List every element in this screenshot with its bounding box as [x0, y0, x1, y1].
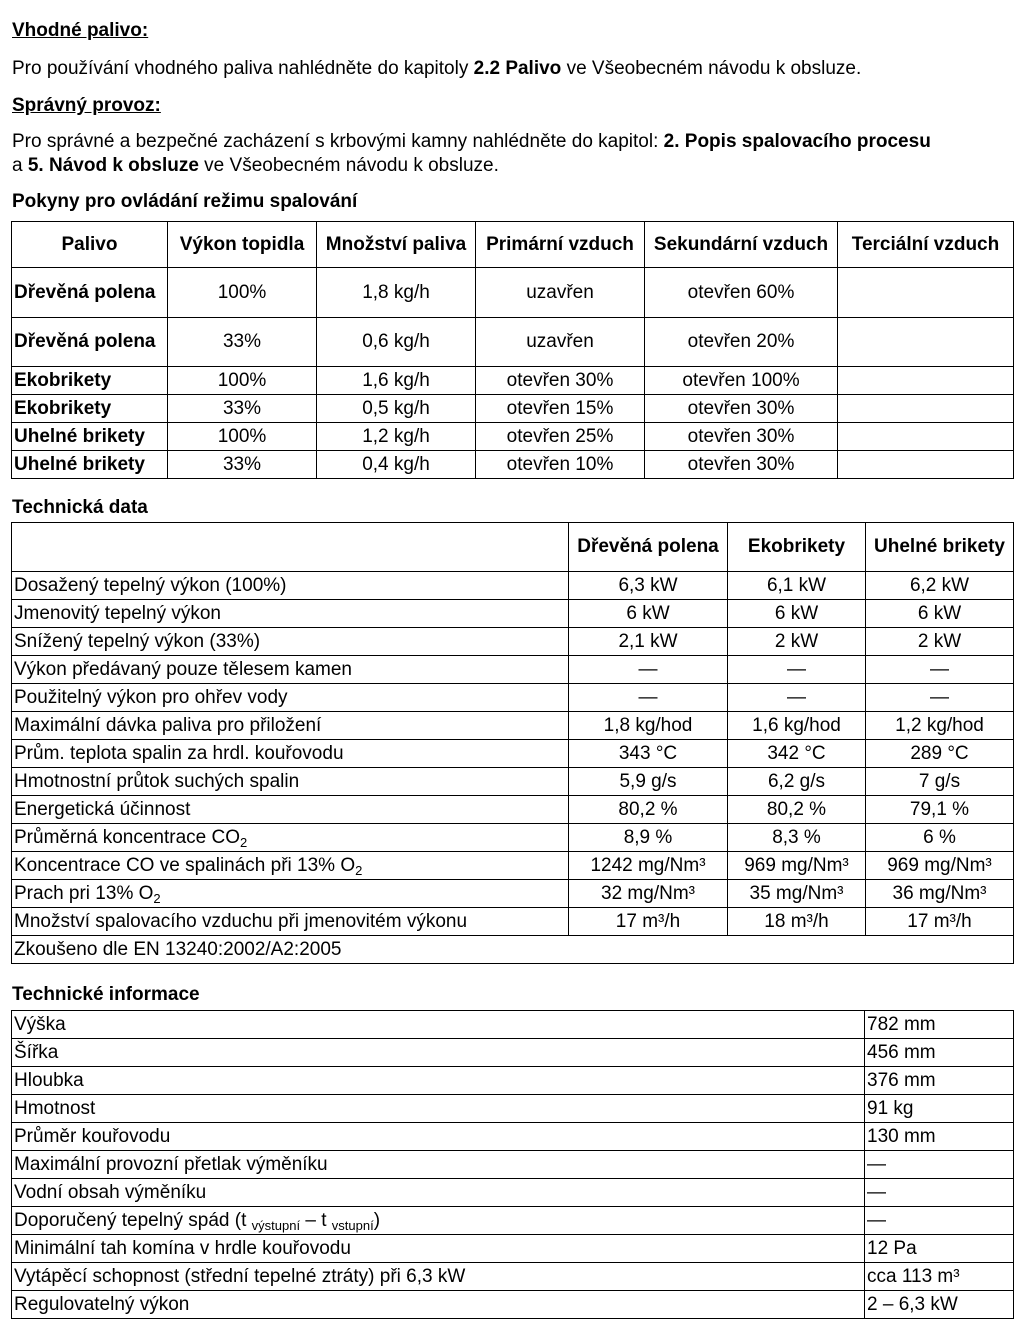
header-fuel: Palivo — [12, 222, 168, 268]
value-cell: 35 mg/Nm³ — [728, 880, 866, 908]
table-row — [12, 1235, 1014, 1263]
amount-cell: 0,5 kg/h — [317, 395, 476, 423]
value-cell: 36 mg/Nm³ — [866, 880, 1014, 908]
value-cell: 79,1 % — [866, 796, 1014, 824]
secondary-cell: otevřen 60% — [645, 268, 838, 318]
fuel-cell: Uhelné brikety — [12, 451, 168, 479]
tertiary-cell — [838, 423, 1014, 451]
tertiary-cell — [838, 367, 1014, 395]
amount-cell: 1,6 kg/h — [317, 367, 476, 395]
value-cell: 342 °C — [728, 740, 866, 768]
value-cell: 2 kW — [866, 628, 1014, 656]
operation-bold-1: 2. Popis spalovacího procesu — [663, 131, 931, 152]
row-label: Výkon předávaný pouze tělesem kamen — [12, 656, 569, 684]
footnote-row — [12, 936, 1014, 964]
row-label: Použitelný výkon pro ohřev vody — [12, 684, 569, 712]
table-row — [12, 1207, 1014, 1235]
fuel-cell: Dřevěná polena — [12, 268, 168, 318]
fuel-cell: Dřevěná polena — [12, 318, 168, 367]
value-cell: 6 kW — [866, 600, 1014, 628]
primary-cell: otevřen 30% — [476, 367, 645, 395]
value-cell: 17 m³/h — [569, 908, 728, 936]
header-empty — [12, 523, 569, 572]
info-label: Hmotnost — [12, 1095, 865, 1123]
value-cell: 2 kW — [728, 628, 866, 656]
value-cell: 6 kW — [569, 600, 728, 628]
operation-heading: Správný provoz: — [12, 95, 161, 116]
row-label: Energetická účinnost — [12, 796, 569, 824]
value-cell: 289 °C — [866, 740, 1014, 768]
output-cell: 100% — [168, 268, 317, 318]
value-cell: — — [728, 656, 866, 684]
table-row — [12, 1011, 1014, 1039]
output-cell: 33% — [168, 318, 317, 367]
value-cell: — — [866, 684, 1014, 712]
value-cell: 969 mg/Nm³ — [728, 852, 866, 880]
table-row — [12, 1095, 1014, 1123]
value-cell: — — [569, 656, 728, 684]
row-label-sub: 2 — [355, 862, 363, 878]
amount-cell: 1,2 kg/h — [317, 423, 476, 451]
row-label: Množství spalovacího vzduchu při jmenovitém výkonu — [12, 908, 569, 936]
header-primary-air: Primární vzduch — [476, 222, 645, 268]
table-row — [12, 740, 1014, 768]
value-cell: 8,3 % — [728, 824, 866, 852]
tertiary-cell — [838, 395, 1014, 423]
technical-info-title: Technické informace — [12, 984, 200, 1005]
table-row — [12, 1067, 1014, 1095]
value-cell: 17 m³/h — [866, 908, 1014, 936]
info-sub-input: vstupní — [331, 1217, 374, 1233]
value-cell: 6 % — [866, 824, 1014, 852]
info-value: 12 Pa — [865, 1235, 1014, 1263]
info-label-end: ) — [373, 1209, 381, 1231]
row-label: Jmenovitý tepelný výkon — [12, 600, 569, 628]
header-fuel-amount: Množství paliva — [317, 222, 476, 268]
value-cell: 1242 mg/Nm³ — [569, 852, 728, 880]
header-wood: Dřevěná polena — [569, 523, 728, 572]
table-row — [12, 712, 1014, 740]
value-cell: 80,2 % — [569, 796, 728, 824]
fuel-heading: Vhodné palivo: — [12, 20, 149, 41]
table-row — [12, 318, 1014, 367]
value-cell: 80,2 % — [728, 796, 866, 824]
output-cell: 100% — [168, 367, 317, 395]
combustion-header-row — [12, 222, 1014, 268]
table-row — [12, 796, 1014, 824]
table-row — [12, 367, 1014, 395]
value-cell: 1,8 kg/hod — [569, 712, 728, 740]
info-value: 2 – 6,3 kW — [865, 1291, 1014, 1319]
primary-cell: otevřen 25% — [476, 423, 645, 451]
value-cell: — — [866, 656, 1014, 684]
fuel-cell: Uhelné brikety — [12, 423, 168, 451]
value-cell: 18 m³/h — [728, 908, 866, 936]
header-secondary-air: Sekundární vzduch — [645, 222, 838, 268]
value-cell: 32 mg/Nm³ — [569, 880, 728, 908]
secondary-cell: otevřen 30% — [645, 451, 838, 479]
operation-text-2: a — [12, 155, 28, 176]
value-cell: 343 °C — [569, 740, 728, 768]
technical-info-table — [11, 1010, 1014, 1319]
table-row — [12, 600, 1014, 628]
table-row — [12, 908, 1014, 936]
amount-cell: 0,4 kg/h — [317, 451, 476, 479]
fuel-text-bold: 2.2 Palivo — [473, 58, 562, 79]
info-label: Hloubka — [12, 1067, 865, 1095]
table-row — [12, 684, 1014, 712]
table-row — [12, 423, 1014, 451]
row-label: Hmotnostní průtok suchých spalin — [12, 768, 569, 796]
info-label: Průměr kouřovodu — [12, 1123, 865, 1151]
combustion-table — [11, 221, 1014, 479]
value-cell: 5,9 g/s — [569, 768, 728, 796]
operation-paragraph — [12, 130, 1022, 178]
tertiary-cell — [838, 451, 1014, 479]
secondary-cell: otevřen 20% — [645, 318, 838, 367]
row-label: Prům. teplota spalin za hrdl. kouřovodu — [12, 740, 569, 768]
primary-cell: otevřen 15% — [476, 395, 645, 423]
amount-cell: 0,6 kg/h — [317, 318, 476, 367]
info-value: 782 mm — [865, 1011, 1014, 1039]
table-row — [12, 1039, 1014, 1067]
value-cell: 7 g/s — [866, 768, 1014, 796]
value-cell: — — [569, 684, 728, 712]
technical-data-table — [11, 522, 1014, 964]
row-label-sub: 2 — [153, 890, 161, 906]
value-cell: 8,9 % — [569, 824, 728, 852]
value-cell: 1,6 kg/hod — [728, 712, 866, 740]
table-row — [12, 768, 1014, 796]
row-label-text: Prach pri 13% O — [14, 882, 154, 904]
operation-text-1: Pro správné a bezpečné zacházení s krbovými kamny nahlédněte do kapitol: — [12, 131, 664, 152]
output-cell: 33% — [168, 395, 317, 423]
fuel-cell: Ekobrikety — [12, 395, 168, 423]
value-cell: 969 mg/Nm³ — [866, 852, 1014, 880]
secondary-cell: otevřen 30% — [645, 395, 838, 423]
info-value: — — [865, 1207, 1014, 1235]
row-label — [12, 824, 569, 852]
table-row — [12, 628, 1014, 656]
value-cell: 2,1 kW — [569, 628, 728, 656]
output-cell: 100% — [168, 423, 317, 451]
table-row — [12, 880, 1014, 908]
row-label — [12, 880, 569, 908]
info-value: 376 mm — [865, 1067, 1014, 1095]
info-value: 130 mm — [865, 1123, 1014, 1151]
row-label: Dosažený tepelný výkon (100%) — [12, 572, 569, 600]
header-coal-briquettes: Uhelné brikety — [866, 523, 1014, 572]
table-row — [12, 1263, 1014, 1291]
primary-cell: uzavřen — [476, 268, 645, 318]
fuel-text-before: Pro používání vhodného paliva nahlédněte do kapitoly — [12, 58, 474, 79]
table-row — [12, 451, 1014, 479]
tertiary-cell — [838, 268, 1014, 318]
primary-cell: otevřen 10% — [476, 451, 645, 479]
table-row — [12, 572, 1014, 600]
value-cell: 6 kW — [728, 600, 866, 628]
header-ecobriquettes: Ekobrikety — [728, 523, 866, 572]
value-cell: 6,2 kW — [866, 572, 1014, 600]
info-label: Regulovatelný výkon — [12, 1291, 865, 1319]
value-cell: 6,2 g/s — [728, 768, 866, 796]
info-label: Maximální provozní přetlak výměníku — [12, 1151, 865, 1179]
table-row — [12, 1179, 1014, 1207]
row-label: Snížený tepelný výkon (33%) — [12, 628, 569, 656]
value-cell: — — [728, 684, 866, 712]
test-standard-note: Zkoušeno dle EN 13240:2002/A2:2005 — [12, 936, 1014, 964]
info-label: Vytápěcí schopnost (střední tepelné ztráty) při 6,3 kW — [12, 1263, 865, 1291]
info-label-text: Doporučený tepelný spád (t — [14, 1209, 247, 1231]
header-output: Výkon topidla — [168, 222, 317, 268]
value-cell: 1,2 kg/hod — [866, 712, 1014, 740]
info-label: Výška — [12, 1011, 865, 1039]
header-tertiary-air: Terciální vzduch — [838, 222, 1014, 268]
info-label-mid: – t — [300, 1209, 327, 1231]
info-label: Minimální tah komína v hrdle kouřovodu — [12, 1235, 865, 1263]
table-row — [12, 1291, 1014, 1319]
technical-data-title: Technická data — [12, 497, 148, 518]
fuel-text-after: ve Všeobecném návodu k obsluze. — [561, 58, 862, 79]
operation-text-3: ve Všeobecném návodu k obsluze. — [198, 155, 499, 176]
row-label-text: Průměrná koncentrace CO — [14, 826, 240, 848]
info-value: 456 mm — [865, 1039, 1014, 1067]
info-label: Šířka — [12, 1039, 865, 1067]
info-value: — — [865, 1151, 1014, 1179]
primary-cell: uzavřen — [476, 318, 645, 367]
table-row — [12, 268, 1014, 318]
table-row — [12, 824, 1014, 852]
table-row — [12, 656, 1014, 684]
row-label-text: Koncentrace CO ve spalinách při 13% O — [14, 854, 356, 876]
table-row — [12, 1151, 1014, 1179]
info-sub-output: výstupní — [251, 1217, 301, 1233]
info-label: Vodní obsah výměníku — [12, 1179, 865, 1207]
technical-header-row — [12, 523, 1014, 572]
tertiary-cell — [838, 318, 1014, 367]
table-row — [12, 395, 1014, 423]
operation-bold-2: 5. Návod k obsluze — [27, 155, 199, 176]
row-label: Maximální dávka paliva pro přiložení — [12, 712, 569, 740]
info-value: — — [865, 1179, 1014, 1207]
table-row — [12, 1123, 1014, 1151]
value-cell: 6,3 kW — [569, 572, 728, 600]
secondary-cell: otevřen 30% — [645, 423, 838, 451]
secondary-cell: otevřen 100% — [645, 367, 838, 395]
amount-cell: 1,8 kg/h — [317, 268, 476, 318]
output-cell: 33% — [168, 451, 317, 479]
table-row — [12, 852, 1014, 880]
row-label — [12, 852, 569, 880]
info-value: cca 113 m³ — [865, 1263, 1014, 1291]
info-label — [12, 1207, 865, 1235]
combustion-table-title: Pokyny pro ovládání režimu spalování — [12, 191, 358, 212]
info-value: 91 kg — [865, 1095, 1014, 1123]
fuel-cell: Ekobrikety — [12, 367, 168, 395]
fuel-paragraph — [12, 57, 861, 81]
row-label-sub: 2 — [240, 834, 248, 850]
value-cell: 6,1 kW — [728, 572, 866, 600]
